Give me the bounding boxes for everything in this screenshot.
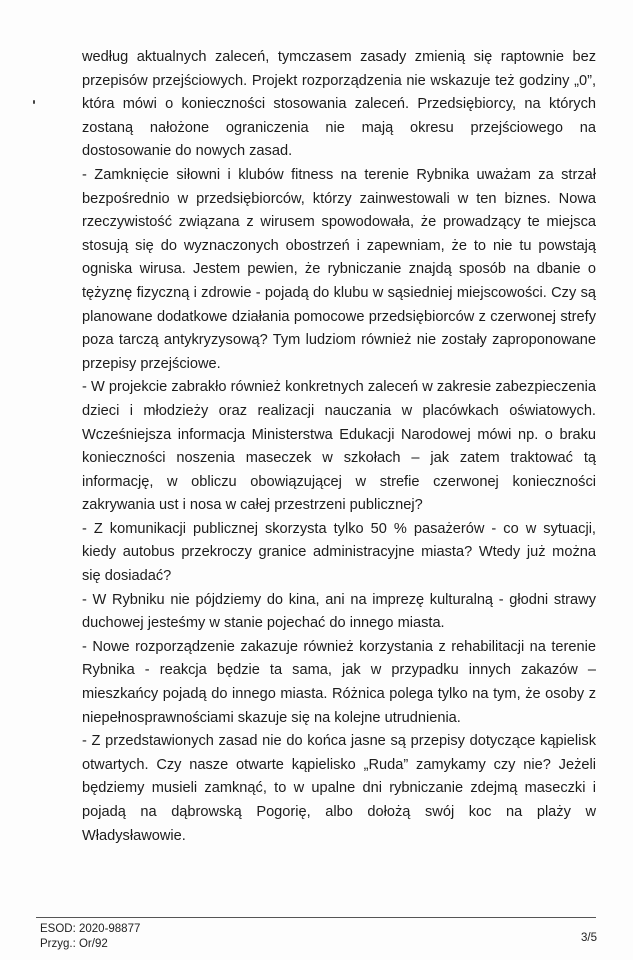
paragraph-bathing: - Z przedstawionych zasad nie do końca jasne są przepisy dotyczące kąpielisk otwartych. Czy nasze otwarte kąpielisko „Ruda” zamykamy czy nie? Jeżeli będziemy musieli zamknąć, to w upalne dni rybniczanie zdejmą maseczki i pojadą na dąbrowską Pogorię, albo dołożą swój koc na plaży w Władysławowie. xyxy=(82,733,596,844)
paragraph-public-transport: - Z komunikacji publicznej skorzysta tylko 50 % pasażerów - co w sytuacji, kiedy autobus przekroczy granice administracyjne miasta? Wtedy już można się dosiadać? xyxy=(82,520,596,585)
scan-speck xyxy=(33,100,35,104)
page-number: 3/5 xyxy=(581,932,597,944)
esod-number: ESOD: 2020-98877 xyxy=(40,923,141,935)
footer-divider xyxy=(36,917,596,918)
prepared-by: Przyg.: Or/92 xyxy=(40,938,108,950)
paragraph-education: - W projekcie zabrakło również konkretnych zaleceń w zakresie zabezpieczenia dzieci i młodzieży oraz realizacji nauczania w placówkach oświatowych. Wcześniejsza informacja Ministerstwa Edukacji Narodowej mówi np. o braku konieczności noszenia maseczek w szkołach – jak zatem traktować tą informację, w obliczu obowiązującej w strefie czerwonej konieczności zakrywania ust i nosa w całej przestrzeni publicznej? xyxy=(82,379,596,514)
paragraph-rehabilitation: - Nowe rozporządzenie zakazuje również korzystania z rehabilitacji na terenie Rybnika - reakcja będzie ta sama, jak w przypadku innych zakazów – mieszkańcy pojadą do innego miasta. Różnica polega tylko na tym, że osoby z niepełnosprawnościami skazuje się na kolejne utrudnienia. xyxy=(82,638,596,726)
paragraph-culture: - W Rybniku nie pójdziemy do kina, ani na imprezę kulturalną - głodni strawy duchowej jesteśmy w stanie pojechać do innego miasta. xyxy=(82,591,596,632)
paragraph-fitness: - Zamknięcie siłowni i klubów fitness na terenie Rybnika uważam za strzał bezpośrednio w przedsiębiorców, którzy zainwestowali w ten biznes. Nowa rzeczywistość związana z wirusem spowodowała, że prowadzący te miejsca stosują się do wyznaczonych obostrzeń i zapewniam, że to nie tu powstają ogniska wirusa. Jestem pewien, że rybniczanie znajdą sposób na dbanie o tężyznę fizyczną i zdrowie - pojadą do klubu w sąsiedniej miejscowości. Czy są planowane dodatkowe działania pomocowe przedsiębiorców z czerwonej strefy poza tarczą antykryzysową? Tym ludziom również nie zostały zaproponowane przepisy przejściowe. xyxy=(82,166,596,372)
footer-reference xyxy=(40,922,140,952)
paragraph-intro: według aktualnych zaleceń, tymczasem zasady zmienią się raptownie bez przepisów przejściowych. Projekt rozporządzenia nie wskazuje też godziny „0”, która mówi o konieczności stosowania zaleceń. Przedsiębiorcy, na których zostaną nałożone ograniczenia nie mają okresu przejściowego na dostosowanie do nowych zasad. xyxy=(82,49,596,160)
document-body xyxy=(82,46,596,848)
